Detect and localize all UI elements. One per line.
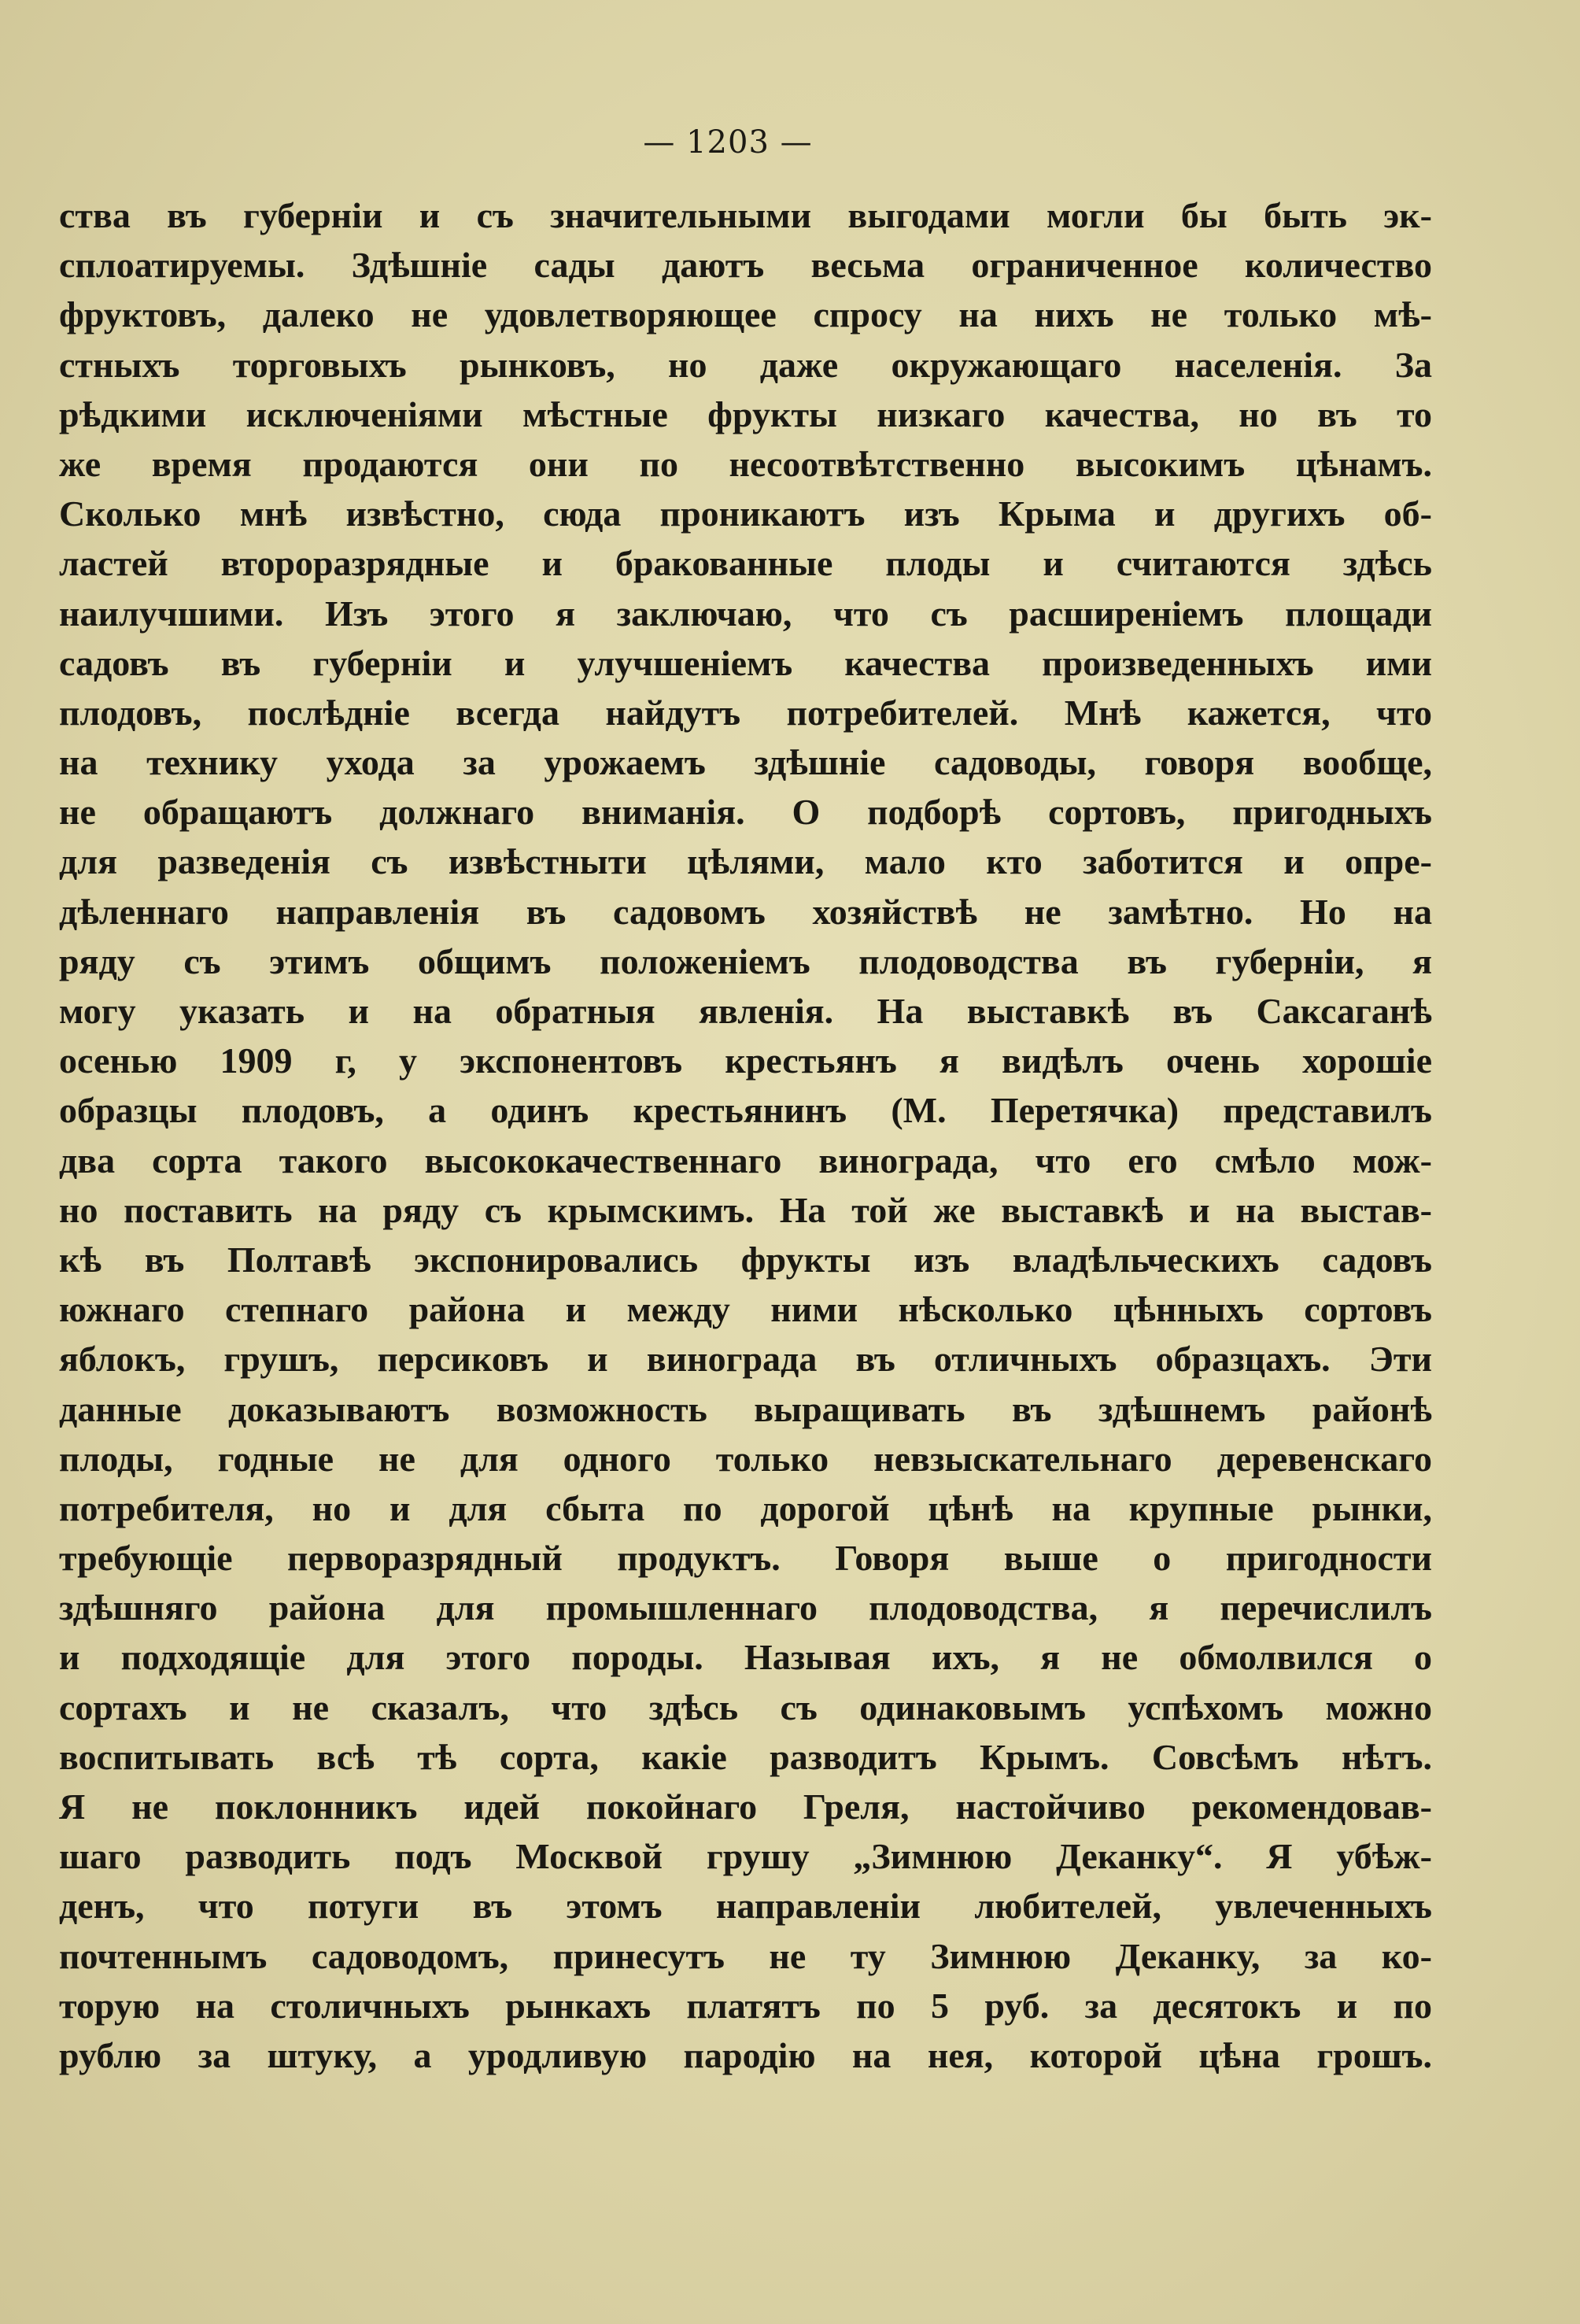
text-line: фруктовъ, далеко не удовлетворяющее спросу на нихъ не только мѣ- (59, 294, 1432, 335)
text-line: яблокъ, грушъ, персиковъ и винограда въ отличныхъ образцахъ. Эти (59, 1339, 1432, 1380)
body-text (59, 190, 1432, 2080)
text-line: два сорта такого высококачественнаго винограда, что его смѣло мож- (59, 1140, 1432, 1180)
text-line: рѣдкими исключеніями мѣстные фрукты низкаго качества, но въ то (59, 393, 1432, 434)
text-line: на технику ухода за урожаемъ здѣшніе садоводы, говоря вообще, (59, 742, 1432, 783)
text-line: но поставить на ряду съ крымскимъ. На той же выставкѣ и на выстав- (59, 1189, 1432, 1230)
text-line: садовъ въ губерніи и улучшеніемъ качества произведенныхъ ими (59, 642, 1432, 683)
text-line: воспитывать всѣ тѣ сорта, какіе разводитъ Крымъ. Совсѣмъ нѣтъ. (59, 1736, 1432, 1777)
text-line: для разведенія съ извѣстныти цѣлями, мало кто заботится и опре- (59, 841, 1432, 882)
text-line: Сколько мнѣ извѣстно, сюда проникаютъ изъ Крыма и другихъ об- (59, 493, 1432, 534)
text-line: дѣленнаго направленія въ садовомъ хозяйствѣ не замѣтно. Но на (59, 891, 1432, 932)
text-line: плоды, годные не для одного только невзыскательнаго деревенскаго (59, 1438, 1432, 1479)
text-line: плодовъ, послѣдніе всегда найдутъ потребителей. Мнѣ кажется, что (59, 692, 1432, 733)
text-line: могу указать и на обратныя явленія. На выставкѣ въ Саксаганѣ (59, 991, 1432, 1031)
text-line: ства въ губерніи и съ значительными выгодами могли бы быть эк- (59, 195, 1432, 235)
text-line: почтеннымъ садоводомъ, принесутъ не ту Зимнюю Деканку, за ко- (59, 1935, 1432, 1976)
text-line: стныхъ торговыхъ рынковъ, но даже окружающаго населенія. За (59, 344, 1432, 385)
text-line: требующіе перворазрядный продуктъ. Говоря выше о пригодности (59, 1538, 1432, 1579)
text-line: ряду съ этимъ общимъ положеніемъ плодоводства въ губерніи, я (59, 940, 1432, 981)
text-line: осенью 1909 г, у экспонентовъ крестьянъ я видѣлъ очень хорошіе (59, 1040, 1432, 1081)
text-line: и подходящіе для этого породы. Называя ихъ, я не обмолвился о (59, 1637, 1432, 1678)
text-line: кѣ въ Полтавѣ экспонировались фрукты изъ владѣльческихъ садовъ (59, 1239, 1432, 1280)
text-line: денъ, что потуги въ этомъ направленіи любителей, увлеченныхъ (59, 1886, 1432, 1927)
text-line: потребителя, но и для сбыта по дорогой цѣнѣ на крупные рынки, (59, 1487, 1432, 1528)
text-line: же время продаются они по несоотвѣтственно высокимъ цѣнамъ. (59, 443, 1432, 484)
text-line: торую на столичныхъ рынкахъ платятъ по 5 руб. за десятокъ и по (59, 1985, 1432, 2026)
text-line: рублю за штуку, а уродливую пародію на нея, которой цѣна грошъ. (59, 2034, 1432, 2075)
text-line: ластей второразрядные и бракованные плоды и считаются здѣсь (59, 543, 1432, 584)
text-line: сплоатируемы. Здѣшніе сады даютъ весьма ограниченное количество (59, 245, 1432, 286)
text-line: образцы плодовъ, а одинъ крестьянинъ (М. Перетячка) представилъ (59, 1090, 1432, 1131)
text-line: южнаго степнаго района и между ними нѣсколько цѣнныхъ сортовъ (59, 1289, 1432, 1330)
page-number: — 1203 — (643, 124, 813, 161)
text-line: наилучшими. Изъ этого я заключаю, что съ расширеніемъ площади (59, 593, 1432, 634)
text-line: сортахъ и не сказалъ, что здѣсь съ одинаковымъ успѣхомъ можно (59, 1687, 1432, 1727)
text-line: не обращаютъ должнаго вниманія. О подборѣ сортовъ, пригодныхъ (59, 792, 1432, 833)
text-line: шаго разводить подъ Москвой грушу „Зимнюю Деканку“. Я убѣж- (59, 1836, 1432, 1877)
text-line: здѣшняго района для промышленнаго плодоводства, я перечислилъ (59, 1587, 1432, 1628)
text-line: Я не поклонникъ идей покойнаго Греля, настойчиво рекомендовав- (59, 1786, 1432, 1827)
text-line: данные доказываютъ возможность выращивать въ здѣшнемъ районѣ (59, 1388, 1432, 1429)
